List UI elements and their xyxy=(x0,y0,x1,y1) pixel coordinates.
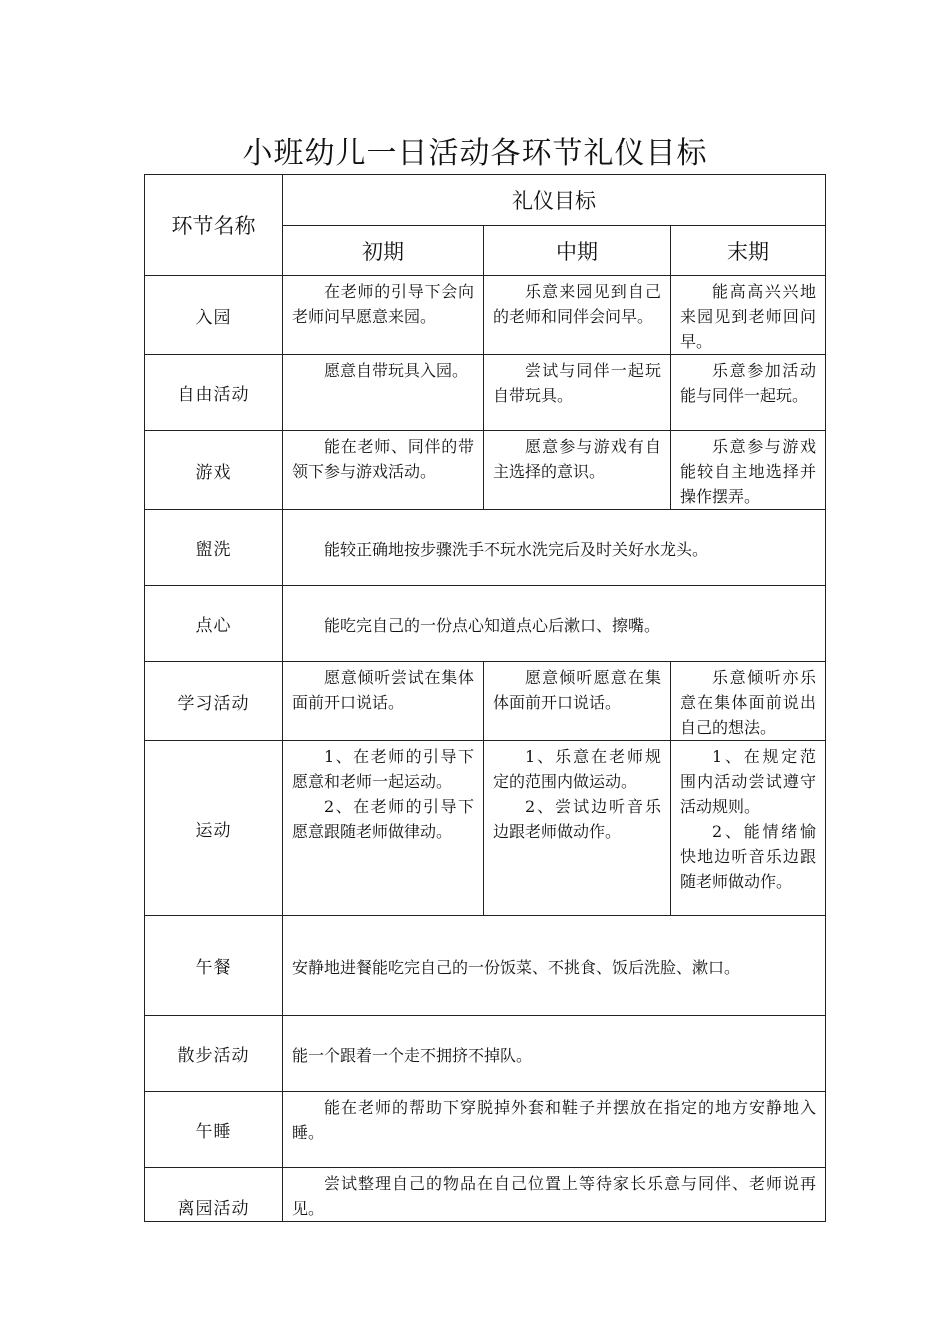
goal-all-stages: 安静地进餐能吃完自己的一份饭菜、不挑食、饭后洗脸、漱口。 xyxy=(283,916,826,1016)
row-name: 散步活动 xyxy=(145,1016,283,1092)
row-name: 点心 xyxy=(145,586,283,662)
goal-early: 在老师的引导下会向老师问早愿意来园。 xyxy=(283,276,484,355)
goal-early: 能在老师、同伴的带领下参与游戏活动。 xyxy=(283,431,484,510)
goal-all-stages: 能较正确地按步骤洗手不玩水洗完后及时关好水龙头。 xyxy=(283,510,826,586)
goal-early xyxy=(283,741,484,916)
table-row xyxy=(145,586,826,662)
header-middle: 中期 xyxy=(484,226,671,276)
etiquette-table xyxy=(144,174,826,1222)
goal-middle: 尝试与同伴一起玩自带玩具。 xyxy=(484,355,671,431)
goal-middle xyxy=(484,741,671,916)
header-late: 末期 xyxy=(671,226,826,276)
table-row xyxy=(145,1168,826,1222)
goal-item: 1、乐意在老师规定的范围内做运动。 xyxy=(493,747,661,791)
row-name: 午睡 xyxy=(145,1092,283,1168)
goal-all-stages: 尝试整理自己的物品在自己位置上等待家长乐意与同伴、老师说再见。 xyxy=(283,1168,826,1222)
goal-early: 愿意倾听尝试在集体面前开口说话。 xyxy=(283,662,484,741)
row-name: 自由活动 xyxy=(145,355,283,431)
header-goals: 礼仪目标 xyxy=(283,175,826,226)
header-segment-name: 环节名称 xyxy=(145,175,283,276)
table-row xyxy=(145,355,826,431)
row-name: 盥洗 xyxy=(145,510,283,586)
header-row-1 xyxy=(145,175,826,226)
goal-item: 1、在规定范围内活动尝试遵守活动规则。 xyxy=(680,747,817,816)
row-name: 午餐 xyxy=(145,916,283,1016)
table-row xyxy=(145,1016,826,1092)
goal-middle: 愿意参与游戏有自主选择的意识。 xyxy=(484,431,671,510)
row-name: 离园活动 xyxy=(145,1168,283,1222)
table-row xyxy=(145,1092,826,1168)
goal-all-stages: 能一个跟着一个走不拥挤不掉队。 xyxy=(283,1016,826,1092)
goal-late xyxy=(671,741,826,916)
table-row xyxy=(145,510,826,586)
goal-late: 能高高兴兴地来园见到老师回问早。 xyxy=(671,276,826,355)
goal-item: 1、在老师的引导下愿意和老师一起运动。 xyxy=(292,747,474,791)
table-row xyxy=(145,276,826,355)
goal-all-stages: 能吃完自己的一份点心知道点心后漱口、擦嘴。 xyxy=(283,586,826,662)
goal-middle: 愿意倾听愿意在集体面前开口说话。 xyxy=(484,662,671,741)
header-early: 初期 xyxy=(283,226,484,276)
goal-late: 乐意倾听亦乐意在集体面前说出自己的想法。 xyxy=(671,662,826,741)
goal-all-stages: 能在老师的帮助下穿脱掉外套和鞋子并摆放在指定的地方安静地入睡。 xyxy=(283,1092,826,1168)
row-name: 学习活动 xyxy=(145,662,283,741)
table-row xyxy=(145,741,826,916)
row-name: 运动 xyxy=(145,741,283,916)
goal-item: 2、在老师的引导下愿意跟随老师做律动。 xyxy=(292,797,474,841)
goal-late: 乐意参与游戏能较自主地选择并操作摆弄。 xyxy=(671,431,826,510)
table-row xyxy=(145,431,826,510)
page-title: 小班幼儿一日活动各环节礼仪目标 xyxy=(242,136,708,171)
goal-early: 愿意自带玩具入园。 xyxy=(283,355,484,431)
goal-item: 2、能情绪愉快地边听音乐边跟随老师做动作。 xyxy=(680,822,817,891)
row-name: 游戏 xyxy=(145,431,283,510)
table-row xyxy=(145,662,826,741)
row-name: 入园 xyxy=(145,276,283,355)
goal-middle: 乐意来园见到自己的老师和同伴会问早。 xyxy=(484,276,671,355)
goal-late: 乐意参加活动能与同伴一起玩。 xyxy=(671,355,826,431)
table-row xyxy=(145,916,826,1016)
goal-item: 2、尝试边听音乐边跟老师做动作。 xyxy=(493,797,661,841)
